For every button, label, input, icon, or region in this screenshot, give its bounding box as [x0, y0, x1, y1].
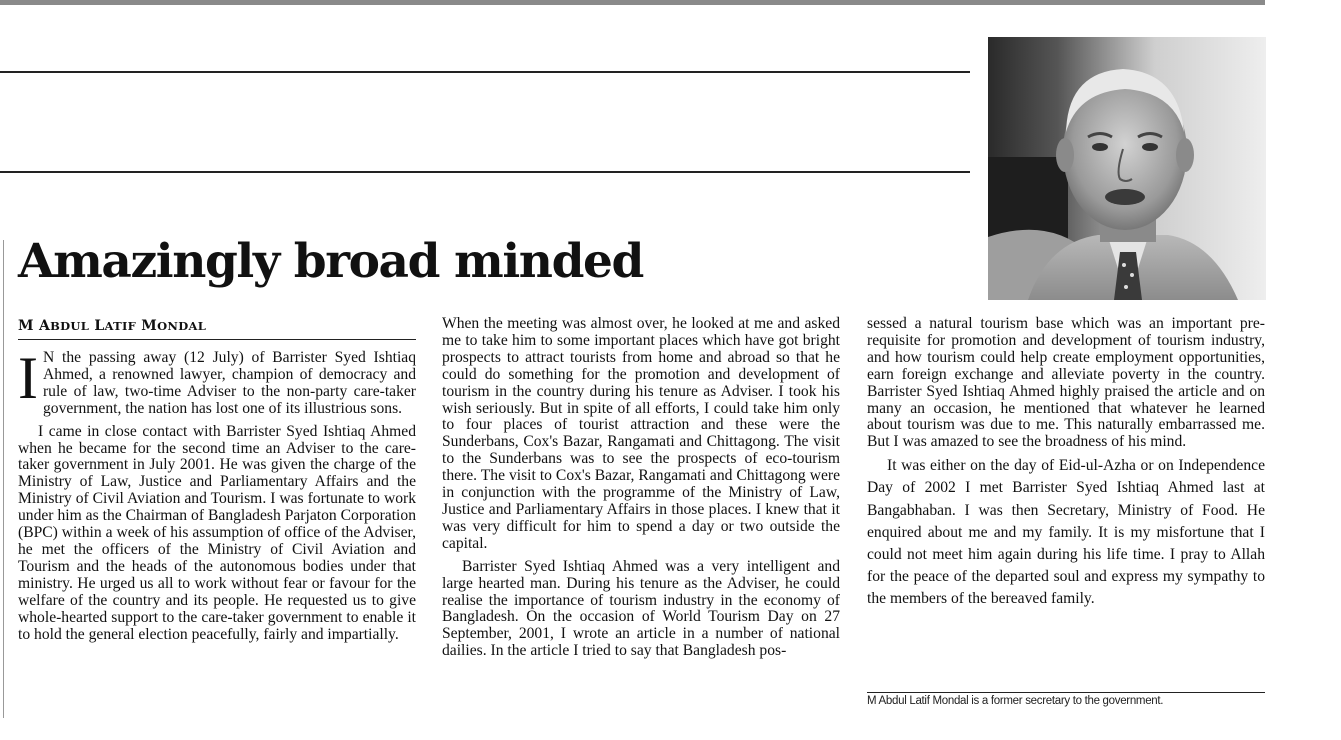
left-margin-line: [3, 240, 4, 718]
paragraph: I came in close contact with Barrister Syed Ishtiaq Ahmed when he became for the second time an Adviser to the care-taker government in July 2001. He was given the charge of the Ministry of Law, Justice and Parliamentary Affairs and the Ministry of Civil Aviation and Tourism. I was fortunate to work under him as the Chairman of Bangladesh Parjaton Corporation (BPC) within a week of his assumption of office of the Adviser, he met the officers of the Ministry of Civil Aviation and Tourism and the heads of the autonomous bodies under that ministry. He urged us all to work without fear or favour for the welfare of the country and its people. He requested us to give whole-hearted support to the care-taker government to enable it to hold the general election peacefully, fairly and impartially.: [18, 422, 416, 643]
article-column-2: [442, 316, 840, 660]
author-byline: [18, 318, 416, 340]
byline-part: ATIF: [104, 319, 137, 333]
article-column-3: [867, 316, 1265, 611]
paragraph: It was either on the day of Eid-ul-Azha or on Independence Day of 2002 I met Barrister Syed Ishtiaq Ahmed last at Bangabhaban. I was then Secretary, Ministry of Food. He enquired about me and my family. It is my misfortune that I could not meet him again during his life time. I pray to Allah for the peace of the departed soul and express my sympathy to the members of the bereaved family.: [867, 457, 1265, 608]
byline-part: M A: [18, 318, 51, 334]
paragraph: sessed a natural tourism base which was an important pre-requisite for promotion and development of tourism industry, and how tourism could help create employment opportunities, earn foreign exchange and alleviate poverty in the country. Barrister Syed Ishtiaq Ahmed highly praised the article and on many an occasion, he mentioned that whatever he learned about tourism was due to me. This naturally embarrassed me. But I was amazed to see the broadness of his mind.: [867, 315, 1265, 451]
header-rule-bottom: [0, 171, 970, 173]
byline-part: ONDAL: [157, 319, 207, 333]
header-rule-top: [0, 71, 970, 73]
paragraph: Barrister Syed Ishtiaq Ahmed was a very intelligent and large hearted man. During his tenure as the Adviser, he could realise the importance of tourism industry in the economy of Bangladesh. On the occasion of World Tourism Day on 27 September, 2001, I wrote an article in a number of national dailies. In the article I tried to say that Bangladesh pos-: [442, 557, 840, 660]
article-headline: Amazingly broad minded: [18, 234, 643, 289]
paragraph: When the meeting was almost over, he looked at me and asked me to take him to some important places which have got bright prospects to attract tourists from home and abroad so that he could do something for the promotion and development of tourism in the country during his tenure as Adviser. I took his wish seriously. But in spite of all efforts, I could take him only to four places of tourist attraction and these were the Sunderbans, Cox's Bazar, Rangamati and Chittagong. The visit to the Sunderbans was to see the prospects of eco-tourism there. The visit to Cox's Bazar, Rangamati and Chittagong were in conjunction with the programme of the Ministry of Law, Justice and Parliamentary Affairs in those places. I knew that it was very difficult for him to spend a day or two outside the capital.: [442, 315, 840, 552]
top-border: [0, 0, 1265, 5]
byline-part: BDUL: [50, 319, 90, 333]
paragraph-text: N the passing away (12 July) of Barrister Syed Ishtiaq Ahmed, a renowned lawyer, champion of democracy and rule of law, two-time Adviser to the non-party care-taker government, the nation has lost one of its illustrious sons.: [42, 349, 416, 417]
byline-part: M: [141, 318, 158, 334]
author-portrait-photo: [988, 37, 1266, 300]
paragraph: [18, 345, 416, 418]
byline-part: L: [94, 318, 105, 334]
article-column-1: [18, 345, 416, 643]
author-footnote: M Abdul Latif Mondal is a former secretary to the government.: [867, 692, 1265, 707]
drop-cap: I: [18, 345, 38, 411]
